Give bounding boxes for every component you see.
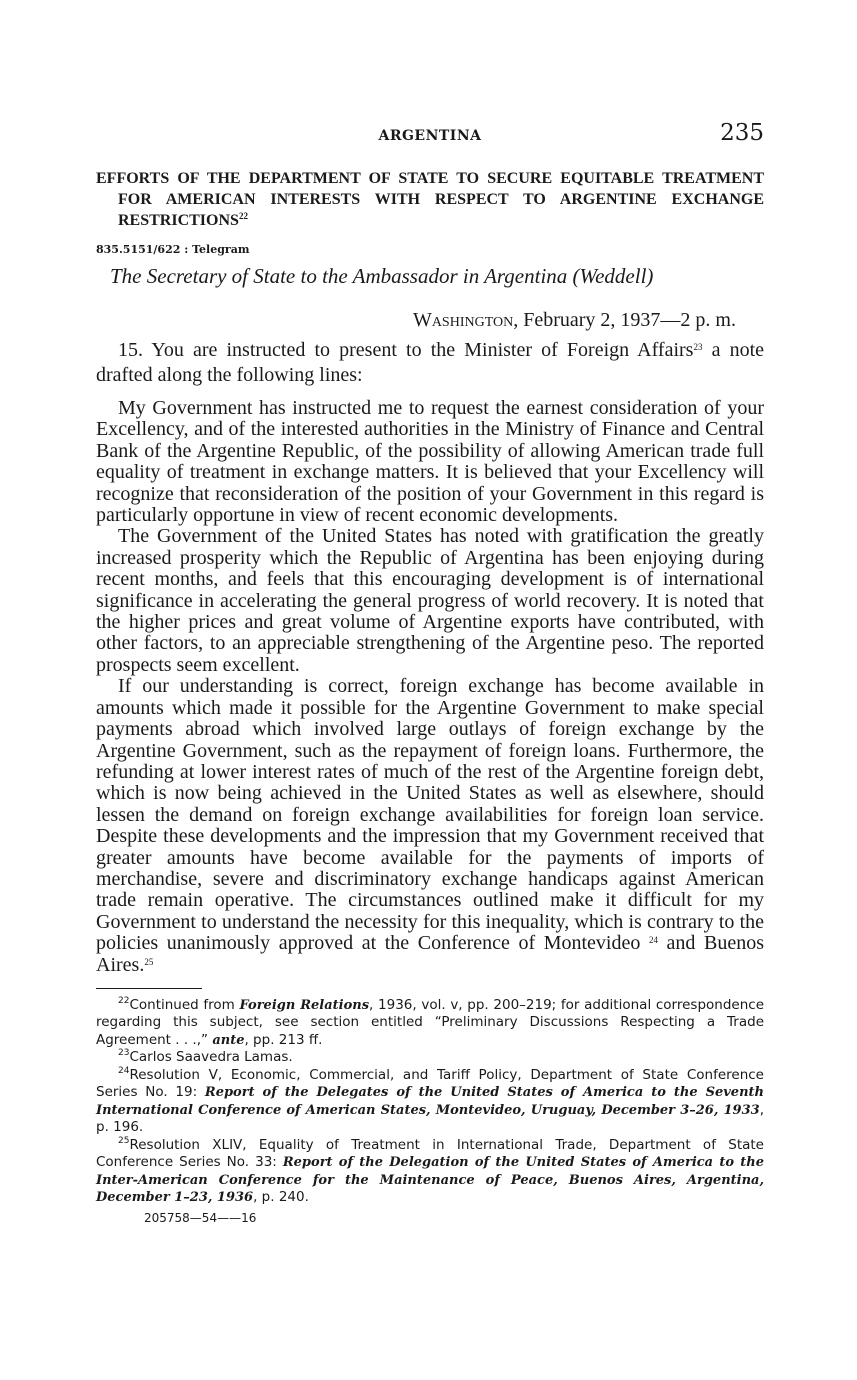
footnotes: [96, 997, 764, 1207]
intro-text-a: 15. You are instructed to present to the Minister of Foreign Affairs: [118, 339, 694, 361]
footnote-number: 25: [118, 1135, 130, 1146]
footnote-divider: [96, 988, 202, 989]
document-heading: The Secretary of State to the Ambassador in Argentina (Weddell): [110, 264, 654, 288]
footnote-number: 23: [118, 1048, 130, 1059]
footnote-italic: Report of the Delegation of the United States of America to the Inter-American Conference for the Maintenance of Peace, Buenos Aires, Argentina, December 1–23, 1936: [96, 1155, 764, 1206]
page-number: 235: [720, 120, 764, 146]
footnote-ref-22[interactable]: 22: [238, 211, 248, 221]
footnote-text: Continued from: [129, 996, 240, 1013]
footnote-24: [96, 1067, 764, 1137]
note-paragraph-1: My Government has instructed me to request the earnest consideration of your Excellency, and of the interested authorities in the Ministry of Finance and Central Bank of the Argentine Republic, of the possibility of allowing American trade full equality of treatment in exchange matters. It is believed that your Excellency will recognize that reconsideration of the position of your Government in this regard is particularly opportune in view of recent economic developments.: [96, 397, 764, 527]
date-line: [96, 309, 764, 332]
print-code: 205758—54——16: [144, 1210, 257, 1225]
footnote-ref-23[interactable]: 23: [693, 342, 703, 352]
running-head: ARGENTINA: [378, 128, 482, 144]
footnote-text: Carlos Saavedra Lamas.: [129, 1049, 293, 1066]
section-title: [96, 168, 764, 231]
footnote-ref-25[interactable]: 25: [144, 956, 154, 967]
note-paragraph-3-text-b: and Buenos Aires.: [96, 932, 765, 976]
footnote-number: 22: [118, 995, 130, 1006]
footnote-italic: Foreign Relations: [239, 997, 370, 1013]
note-paragraph-3: [96, 676, 764, 976]
footnote-text: , pp. 213 ff.: [244, 1031, 323, 1048]
footnote-25: [96, 1137, 764, 1207]
footnote-text: , p. 196.: [96, 1101, 764, 1136]
footnote-text: Resolution XLIV, Equality of Treatment in International Trade, Department of State Conference Series No. 33:: [96, 1136, 764, 1171]
document-page: [96, 120, 764, 1225]
note-paragraph-3-text-a: If our understanding is correct, foreign exchange has become available in amounts which made it possible for the Argentine Government to make special payments abroad which involved large outlays of foreign exchange by the Argentine Government, such as the repayment of foreign loans. Furthermore, the refunding at lower interest rates of much of the rest of the Argentine foreign debt, which is now being achieved in the United States as well as elsewhere, should lessen the demand on foreign exchange availabilities for foreign loan service. Despite these developments and the impression that my Government received that greater amounts have become available for the payments of imports of merchandise, severe and discriminatory exchange handicaps against American trade remain operative. The circumstances outlined make it difficult for my Government to understand the necessity for this inequality, which is contrary to the policies unanimously approved at the Conference of Montevideo: [96, 675, 764, 955]
page-header: [96, 120, 764, 152]
footnote-italic: Report of the Delegates of the United States of America to the Seventh International Conference of American States, Montevideo, Uruguay, December 3–26, 1933: [96, 1085, 764, 1118]
footnote-22: [96, 997, 764, 1050]
footnote-text: Resolution V, Economic, Commercial, and Tariff Policy, Department of State Conference Series No. 19:: [96, 1066, 764, 1101]
footnote-ref-24[interactable]: 24: [648, 935, 658, 946]
footnote-number: 24: [118, 1065, 130, 1076]
footnote-text: , 1936, vol. v, pp. 200–219; for additional correspondence regarding this subject, see section entitled “Preliminary Discussions Respecting a Trade Agreement . . .,”: [96, 996, 765, 1048]
section-title-text: EFFORTS OF THE DEPARTMENT OF STATE TO SECURE EQUITABLE TREATMENT FOR AMERICAN INTERESTS WITH RESPECT TO ARGENTINE EXCHANGE RESTRICTIONS: [96, 170, 764, 229]
note-paragraph-2: The Government of the United States has noted with gratification the greatly increased prosperity which the Republic of Argentina has been enjoying during recent months, and feels that this encouraging development is of international significance in accelerating the general progress of world recovery. It is noted that the higher prices and great volume of Argentine exports have contributed, with other factors, to an appreciable strengthening of the Argentine peso. The reported prospects seem excellent.: [96, 525, 764, 676]
footnote-italic: ante: [212, 1032, 245, 1048]
intro-text-b: a note drafted along the following lines:: [96, 339, 765, 386]
footnote-23: [96, 1049, 764, 1067]
note-body: [96, 398, 764, 976]
dateline-place: Washington: [412, 309, 514, 331]
file-reference: 835.5151/622 : Telegram: [96, 243, 250, 256]
intro-paragraph: [96, 338, 764, 388]
footnote-text: , p. 240.: [253, 1189, 309, 1206]
dateline-date: , February 2, 1937—2 p. m.: [513, 309, 736, 331]
